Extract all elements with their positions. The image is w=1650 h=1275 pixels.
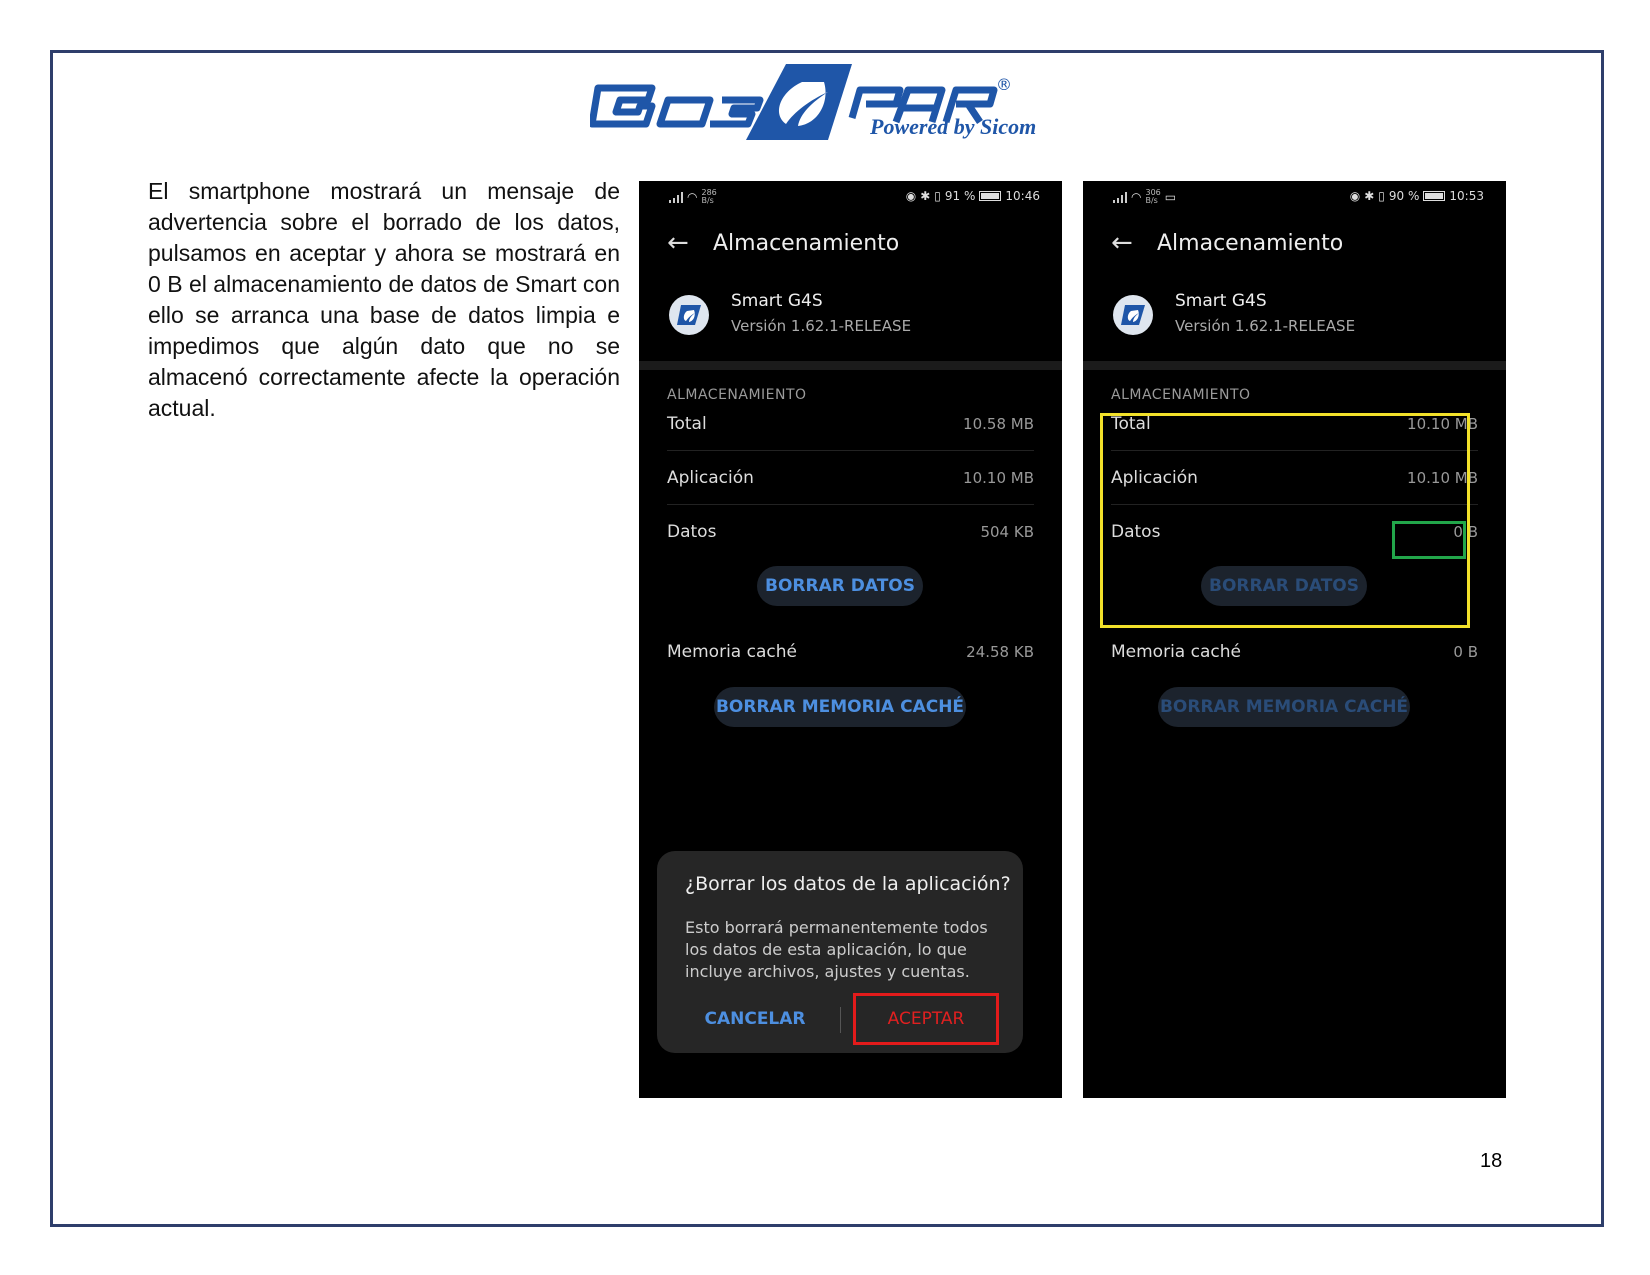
- row-label: Total: [667, 413, 707, 434]
- app-version: Versión 1.62.1-RELEASE: [731, 317, 912, 335]
- signal-icon: [669, 192, 683, 203]
- clear-cache-button[interactable]: BORRAR MEMORIA CACHÉ: [1158, 687, 1410, 727]
- storage-section-header: ALMACENAMIENTO: [667, 387, 807, 403]
- network-speed: 306 B/s: [1145, 188, 1161, 205]
- clear-cache-button[interactable]: BORRAR MEMORIA CACHÉ: [714, 687, 966, 727]
- app-name: Smart G4S: [731, 291, 823, 311]
- laptop-icon: ▭: [1164, 190, 1177, 204]
- cache-value: 0 B: [1453, 643, 1478, 661]
- registered-mark: ®: [996, 75, 1012, 94]
- signal-icon: [1113, 192, 1127, 203]
- wifi-icon: ◠: [1131, 190, 1142, 204]
- accept-button[interactable]: ACEPTAR: [853, 993, 999, 1045]
- storage-row-data: [667, 505, 1034, 559]
- network-speed: 286 B/s: [701, 188, 717, 205]
- clear-data-dialog: [657, 851, 1023, 1053]
- row-value: 10.10 MB: [1407, 468, 1478, 487]
- storage-section-header: ALMACENAMIENTO: [1111, 387, 1251, 403]
- phone-screenshot-result: [1083, 181, 1506, 1098]
- row-value: 10.10 MB: [963, 468, 1034, 487]
- page-number: 18: [1480, 1150, 1503, 1172]
- battery-percent: 91 %: [944, 189, 976, 203]
- app-info: [1111, 291, 1486, 347]
- gaspar-logo: [590, 58, 1060, 148]
- storage-row-application: [667, 451, 1034, 505]
- battery-icon: [979, 191, 1001, 201]
- app-name: Smart G4S: [1175, 291, 1267, 311]
- dialog-title: ¿Borrar los datos de la aplicación?: [685, 873, 1011, 895]
- bluetooth-icon: ✱: [920, 189, 931, 203]
- row-value: 504 KB: [980, 523, 1034, 541]
- cache-value: 24.58 KB: [966, 643, 1034, 661]
- row-label: Datos: [667, 522, 717, 542]
- cache-label: Memoria caché: [667, 642, 797, 662]
- row-value: 10.58 MB: [963, 414, 1034, 433]
- dialog-body: Esto borrará permanentemente todos los datos de esta aplicación, lo que incluye archivos, ajustes y cuentas.: [685, 918, 988, 981]
- row-label: Aplicación: [1111, 467, 1198, 488]
- row-label: Aplicación: [667, 467, 754, 488]
- battery-icon: [1423, 191, 1445, 201]
- wifi-icon: ◠: [687, 190, 698, 204]
- back-arrow-icon[interactable]: ←: [1111, 228, 1133, 258]
- row-label: Total: [1111, 413, 1151, 434]
- battery-percent: 90 %: [1388, 189, 1420, 203]
- storage-row-total: [667, 397, 1034, 451]
- app-bar: [667, 225, 1042, 261]
- logo-tagline: Powered by Sicom: [870, 114, 1037, 139]
- cache-label: Memoria caché: [1111, 642, 1241, 662]
- row-value: 10.10 MB: [1407, 414, 1478, 433]
- app-icon: [669, 295, 709, 335]
- section-divider: [639, 361, 1062, 370]
- eye-icon: ◉: [905, 189, 917, 203]
- clock: 10:53: [1449, 189, 1484, 203]
- clear-data-button[interactable]: BORRAR DATOS: [757, 566, 923, 606]
- button-separator: [840, 1007, 841, 1033]
- app-info: [667, 291, 1042, 347]
- instruction-paragraph: El smartphone mostrará un mensaje de advertencia sobre el borrado de los datos, pulsamos en aceptar y ahora se mostrará en 0 B el almacenamiento de datos de Smart con ello se arranca una base de datos limpia e impedimos que algún dato que no se almacenó correctamente afecte la operación actual.: [148, 178, 620, 421]
- cache-row: [1111, 625, 1478, 679]
- vibrate-icon: ▯: [1378, 189, 1385, 203]
- phone-screenshot-confirm: [639, 181, 1062, 1098]
- row-value: 0 B: [1453, 523, 1478, 541]
- bluetooth-icon: ✱: [1364, 189, 1375, 203]
- row-label: Datos: [1111, 522, 1161, 542]
- app-version: Versión 1.62.1-RELEASE: [1175, 317, 1356, 335]
- status-bar: [669, 189, 1040, 207]
- vibrate-icon: ▯: [934, 189, 941, 203]
- eye-icon: ◉: [1349, 189, 1361, 203]
- data-value-highlight-box: [1392, 521, 1466, 559]
- app-icon: [1113, 295, 1153, 335]
- back-arrow-icon[interactable]: ←: [667, 228, 689, 258]
- section-divider: [1083, 361, 1506, 370]
- cancel-button[interactable]: CANCELAR: [704, 1009, 806, 1029]
- clear-data-button[interactable]: BORRAR DATOS: [1201, 566, 1367, 606]
- screen-title: Almacenamiento: [1157, 230, 1344, 256]
- cache-row: [667, 625, 1034, 679]
- clock: 10:46: [1005, 189, 1040, 203]
- screen-title: Almacenamiento: [713, 230, 900, 256]
- status-bar: [1113, 189, 1484, 207]
- app-bar: [1111, 225, 1486, 261]
